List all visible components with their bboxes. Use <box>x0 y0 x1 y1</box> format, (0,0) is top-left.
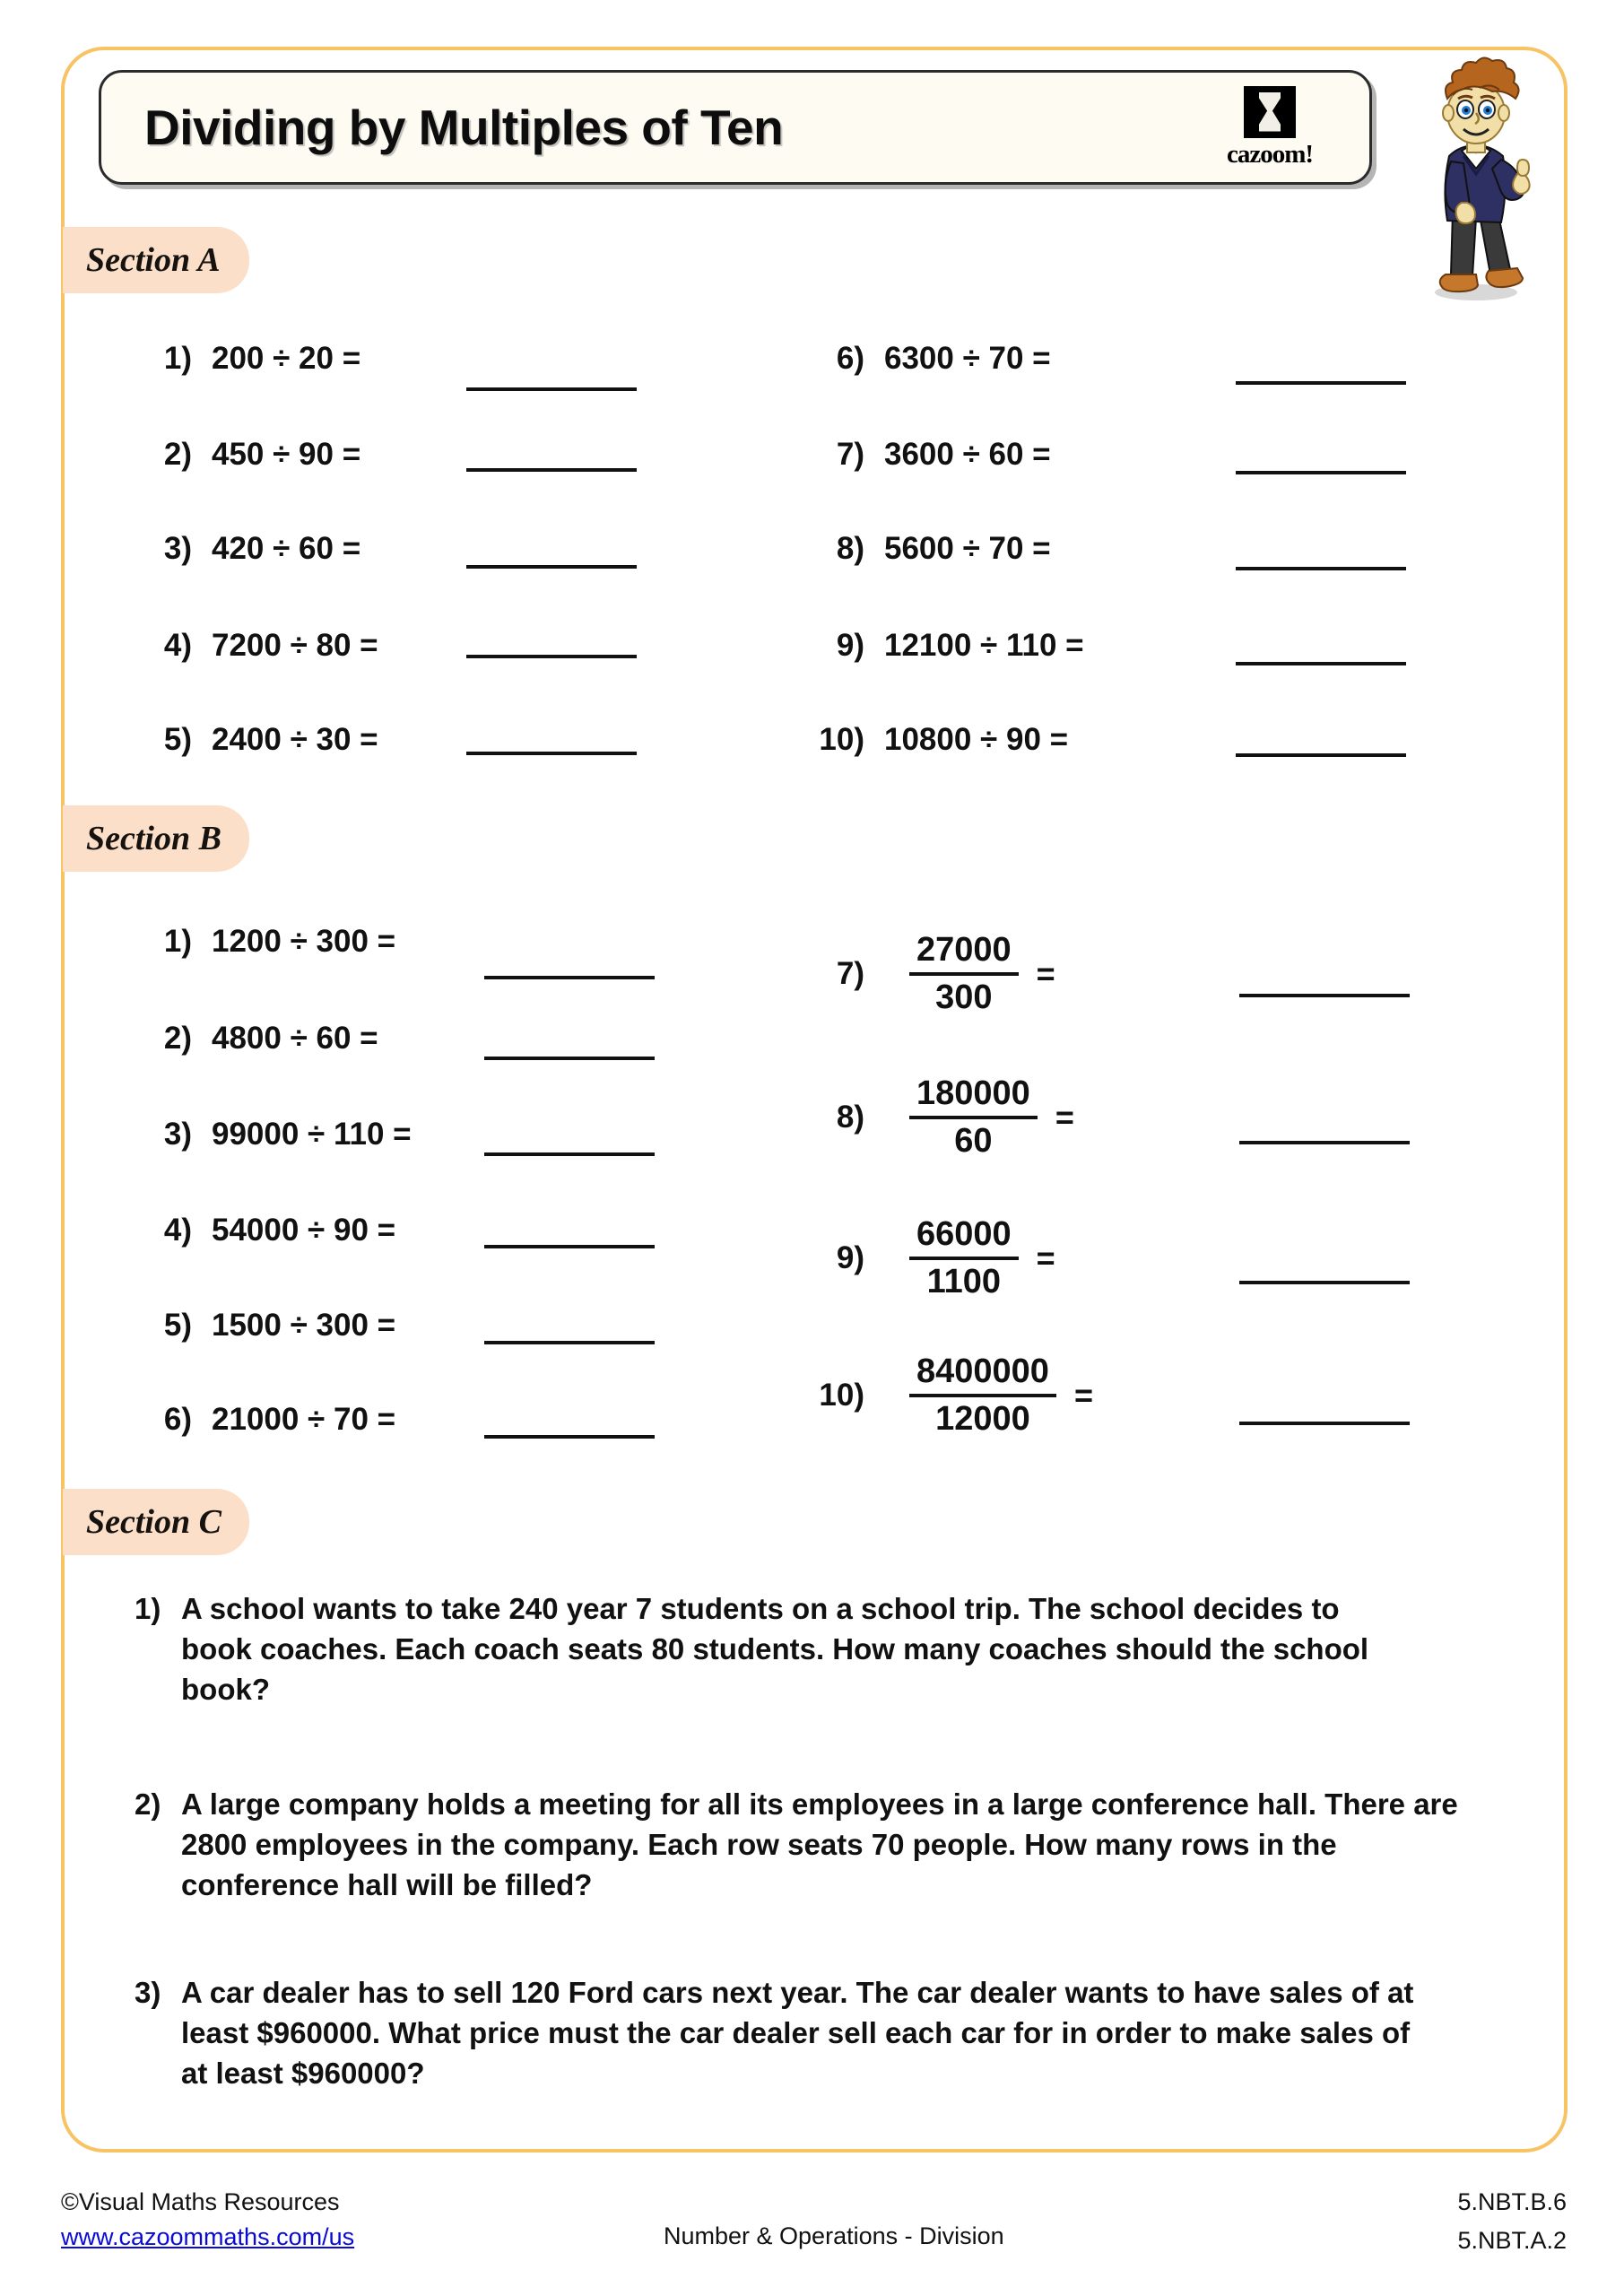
question-number: 6) <box>836 341 864 376</box>
standard-code-1: 5.NBT.B.6 <box>1457 2188 1567 2215</box>
question-number: 2) <box>135 1787 161 1821</box>
fraction-denominator: 12000 <box>935 1400 1030 1438</box>
section-c-header <box>63 1489 249 1555</box>
fraction-question-row <box>789 931 1055 1017</box>
student-mascot-illustration <box>1397 52 1550 303</box>
question-row <box>117 1402 395 1438</box>
question-number: 5) <box>163 1308 192 1343</box>
answer-blank[interactable] <box>484 1057 655 1060</box>
question-row <box>789 437 1051 473</box>
question-text: A school wants to take 240 year 7 students on a school trip. The school decides to book coaches. Each coach seats 80 students. How many coaches should the school book? <box>181 1592 1369 1706</box>
question-number: 4) <box>163 1213 192 1248</box>
question-expression: 12100 ÷ 110 = <box>884 628 1084 663</box>
section-b-header <box>63 805 249 872</box>
question-expression: 1200 ÷ 300 = <box>212 924 396 959</box>
question-expression: 54000 ÷ 90 = <box>212 1213 396 1248</box>
question-number: 5) <box>163 722 192 757</box>
question-row <box>117 628 378 664</box>
question-expression: 99000 ÷ 110 = <box>212 1117 412 1152</box>
answer-blank[interactable] <box>484 1341 655 1344</box>
question-row <box>789 722 1068 758</box>
equals-sign: = <box>1055 1099 1074 1135</box>
answer-blank[interactable] <box>1236 662 1406 665</box>
fraction-denominator: 60 <box>954 1122 993 1160</box>
question-number: 1) <box>135 1592 161 1625</box>
question-expression: 3600 ÷ 60 = <box>884 437 1051 472</box>
question-number: 10) <box>819 722 864 757</box>
fraction-numerator: 8400000 <box>916 1352 1049 1390</box>
question-number: 8) <box>836 1100 864 1135</box>
fraction <box>909 1215 1019 1301</box>
question-number: 7) <box>836 437 864 472</box>
fraction-numerator: 180000 <box>916 1074 1030 1112</box>
equals-sign: = <box>1036 955 1055 992</box>
word-problem <box>135 1589 1408 1710</box>
answer-blank[interactable] <box>1236 471 1406 474</box>
worksheet-title-bar <box>99 70 1372 185</box>
answer-blank[interactable] <box>1239 994 1410 997</box>
cazoom-hourglass-logo-icon <box>1244 86 1296 138</box>
question-number: 9) <box>836 1240 864 1275</box>
answer-blank[interactable] <box>1236 753 1406 757</box>
question-expression: 21000 ÷ 70 = <box>212 1402 396 1437</box>
question-number: 3) <box>163 1117 192 1152</box>
question-expression: 5600 ÷ 70 = <box>884 531 1051 566</box>
question-number: 9) <box>836 628 864 663</box>
answer-blank[interactable] <box>466 565 637 569</box>
answer-blank[interactable] <box>466 468 637 472</box>
fraction-numerator: 27000 <box>916 931 1012 969</box>
question-expression: 200 ÷ 20 = <box>212 341 361 376</box>
question-expression: 1500 ÷ 300 = <box>212 1308 396 1343</box>
question-row <box>117 1308 395 1344</box>
question-number: 2) <box>163 437 192 472</box>
page-title: Dividing by Multiples of Ten <box>144 100 784 155</box>
question-number: 3) <box>135 1976 161 2009</box>
answer-blank[interactable] <box>484 1435 655 1439</box>
section-a-header <box>63 227 249 293</box>
fraction-numerator: 66000 <box>916 1215 1012 1253</box>
fraction-denominator: 300 <box>935 978 993 1016</box>
question-row <box>117 1213 395 1248</box>
question-expression: 450 ÷ 90 = <box>212 437 361 472</box>
question-number: 10) <box>819 1378 864 1413</box>
footer-left <box>61 2188 354 2251</box>
question-row <box>117 722 378 758</box>
question-text: A car dealer has to sell 120 Ford cars next year. The car dealer wants to have sales of at least $960000. What price must the car dealer sell each car for in order to make sales of at least $960000? <box>181 1976 1414 2090</box>
answer-blank[interactable] <box>484 1245 655 1248</box>
question-number: 6) <box>163 1402 192 1437</box>
page-footer <box>0 2179 1624 2287</box>
copyright-text: ©Visual Maths Resources <box>61 2188 340 2215</box>
question-row <box>117 924 395 960</box>
fraction <box>909 1074 1038 1161</box>
question-row <box>789 341 1051 377</box>
question-expression: 6300 ÷ 70 = <box>884 341 1051 376</box>
equals-sign: = <box>1036 1239 1055 1276</box>
fraction <box>909 931 1019 1017</box>
question-text: A large company holds a meeting for all its employees in a large conference hall. There are 2800 employees in the company. Each row seats 70 people. How many rows in the conference hall will be filled? <box>181 1787 1458 1901</box>
fraction-denominator: 1100 <box>926 1263 1002 1300</box>
question-row <box>117 1117 412 1152</box>
cazoom-logo-text: cazoom! <box>1226 139 1314 169</box>
answer-blank[interactable] <box>1236 381 1406 385</box>
section-c-label: Section C <box>86 1503 221 1541</box>
question-row <box>117 437 360 473</box>
cazoom-logo <box>1203 81 1337 174</box>
fraction-question-row <box>789 1074 1074 1161</box>
question-number: 1) <box>163 924 192 959</box>
answer-blank[interactable] <box>1239 1141 1410 1144</box>
question-row <box>789 531 1051 567</box>
fraction-question-row <box>789 1352 1093 1439</box>
question-row <box>117 1021 378 1057</box>
fraction <box>909 1352 1056 1439</box>
answer-blank[interactable] <box>466 655 637 658</box>
answer-blank[interactable] <box>484 976 655 979</box>
question-expression: 10800 ÷ 90 = <box>884 722 1069 757</box>
answer-blank[interactable] <box>484 1152 655 1156</box>
question-expression: 420 ÷ 60 = <box>212 531 361 566</box>
standard-code-2: 5.NBT.A.2 <box>1457 2227 1567 2254</box>
footer-standards <box>1457 2188 1567 2266</box>
question-row <box>789 628 1084 664</box>
question-number: 2) <box>163 1021 192 1056</box>
question-expression: 4800 ÷ 60 = <box>212 1021 378 1056</box>
answer-blank[interactable] <box>466 752 637 755</box>
question-number: 7) <box>836 956 864 991</box>
word-problem <box>135 1973 1426 2094</box>
answer-blank[interactable] <box>1239 1422 1410 1425</box>
word-problem <box>135 1785 1471 1906</box>
cazoommaths-link[interactable]: www.cazoommaths.com/us <box>61 2223 355 2250</box>
answer-blank[interactable] <box>466 387 637 391</box>
footer-topic: Number & Operations - Division <box>664 2222 1004 2249</box>
question-expression: 2400 ÷ 30 = <box>212 722 378 757</box>
question-number: 4) <box>163 628 192 663</box>
question-number: 8) <box>836 531 864 566</box>
section-a-label: Section A <box>86 241 221 279</box>
section-b-label: Section B <box>86 820 221 857</box>
equals-sign: = <box>1073 1377 1093 1413</box>
answer-blank[interactable] <box>1236 567 1406 570</box>
question-expression: 7200 ÷ 80 = <box>212 628 378 663</box>
question-row <box>117 341 360 377</box>
answer-blank[interactable] <box>1239 1281 1410 1284</box>
question-number: 1) <box>163 341 192 376</box>
fraction-question-row <box>789 1215 1055 1301</box>
question-row <box>117 531 360 567</box>
question-number: 3) <box>163 531 192 566</box>
